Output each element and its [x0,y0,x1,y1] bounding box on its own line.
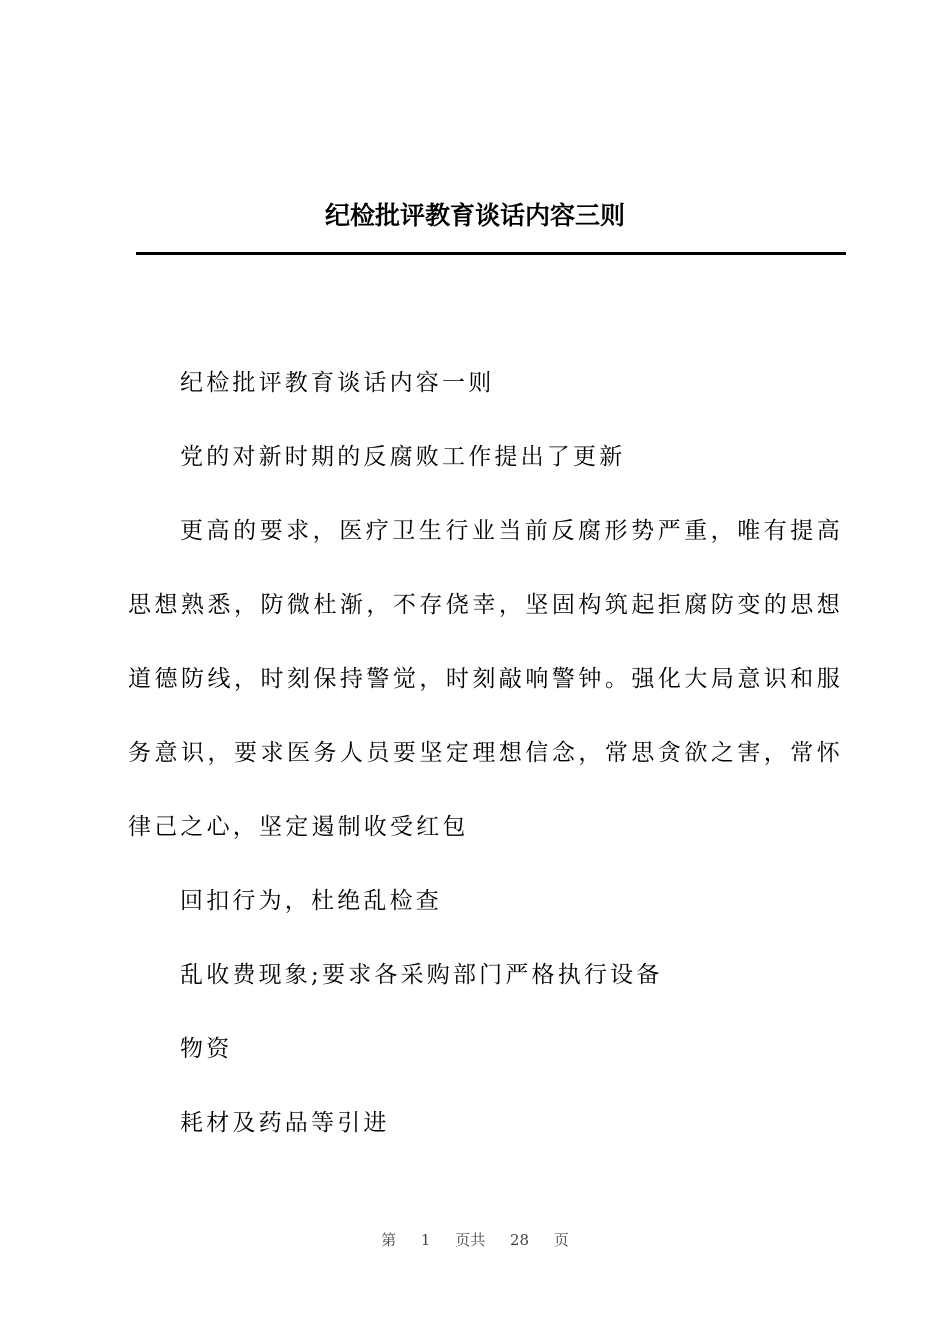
paragraph-1: 纪检批评教育谈话内容一则 [180,370,495,396]
footer-prefix: 第 [381,1231,397,1249]
title-underline [136,252,846,255]
footer-suffix: 页 [553,1231,569,1249]
paragraph-6: 物资 [180,1036,233,1062]
paragraph-4: 回扣行为，杜绝乱检查 [180,888,442,914]
footer-page-number: 1 [420,1231,431,1249]
document-title: 纪检批评教育谈话内容三则 [324,201,625,230]
page-footer [0,1228,950,1252]
paragraph-2: 党的对新时期的反腐败工作提出了更新 [180,444,626,470]
paragraph-7: 耗材及药品等引进 [180,1110,390,1136]
paragraph-3: 更高的要求，医疗卫生行业当前反腐形势严重，唯有提高思想熟悉，防微杜渐，不存侥幸，坚固构筑起拒腐防变的思想道德防线，时刻保持警觉，时刻敲响警钟。强化大局意识和服务意识，要求医务人员要坚定理想信念，常思贪欲之害，常怀律己之心，坚定遏制收受红包 [128,518,843,840]
paragraph-5: 乱收费现象;要求各采购部门严格执行设备 [180,962,663,988]
footer-total-pages: 28 [510,1231,530,1249]
footer-middle: 页共 [455,1231,486,1249]
document-body [128,346,843,1160]
